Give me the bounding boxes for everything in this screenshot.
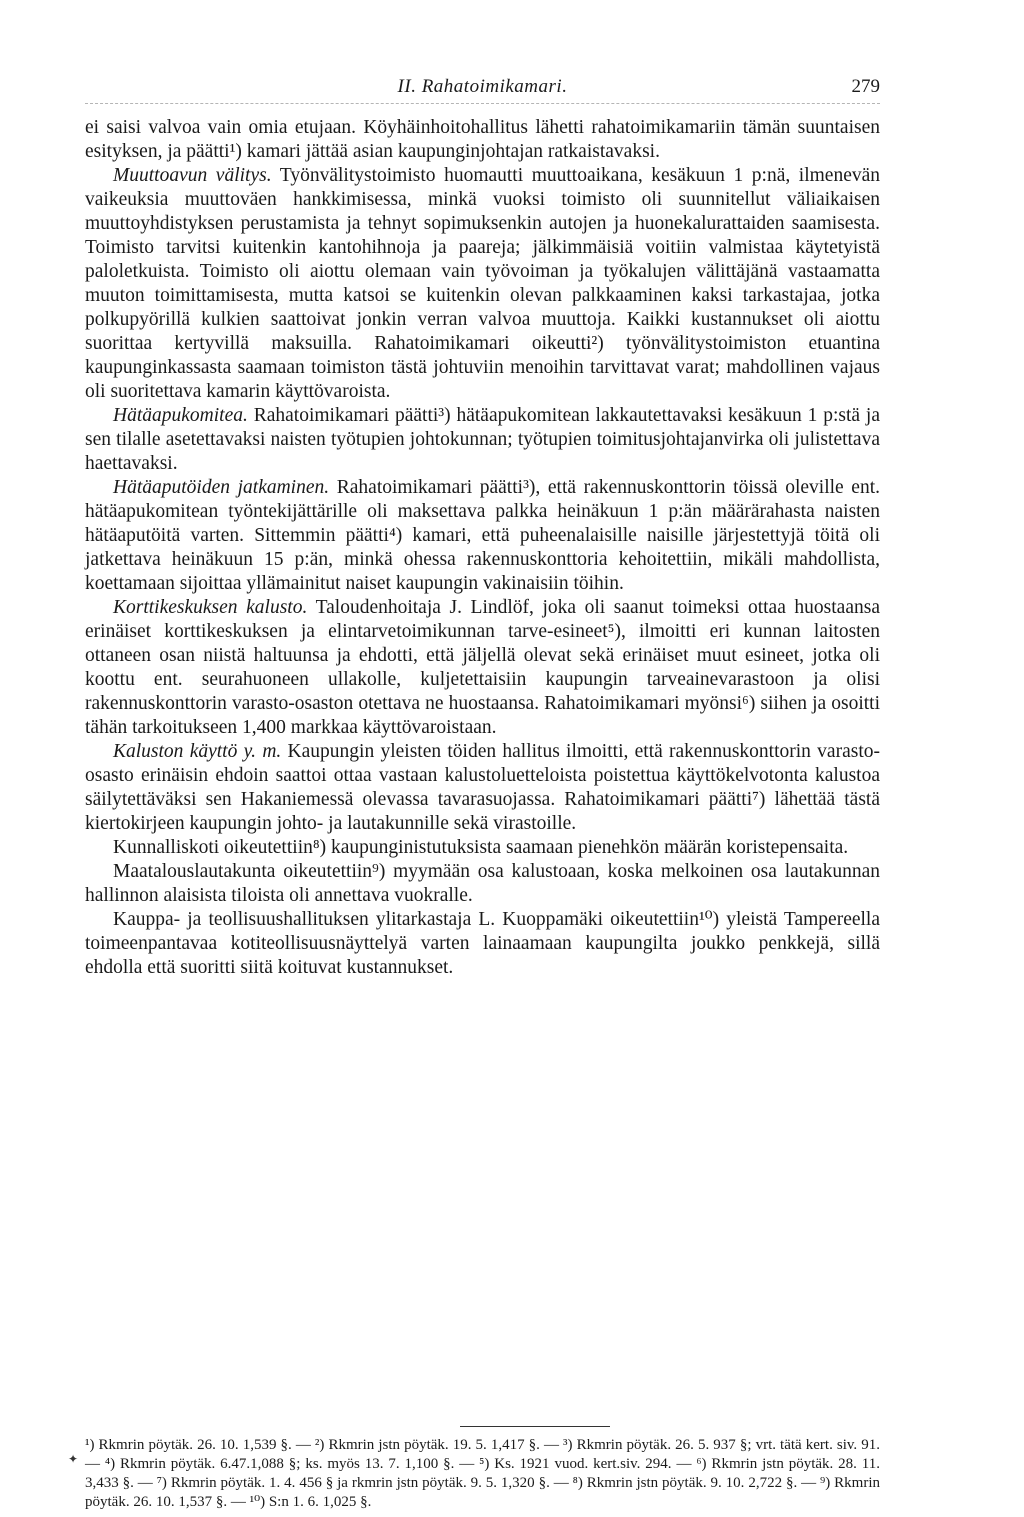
body-text [85,116,880,980]
margin-mark-icon: ✦ [68,1452,79,1466]
header-rule [85,103,880,104]
paragraph: Hätäapukomitea. Rahatoimikamari päätti³) hätäapukomitean lakkautettavaksi kesäkuun 1 p:stä ja sen tilalle asetettavaksi naisten työtupien johtokunnan; työtupien toimitusjohtajanvirka oli julistettava haettavaksi. [85,405,880,474]
paragraph: Muuttoavun välitys. Työnvälitystoimisto huomautti muuttoaikana, kesäkuun 1 p:nä, ilmenevän vaikeuksia muuttoväen hankkimisessa, minkä vuoksi toimisto oli suunnitellut väliaikaisen muuttoyhdistyksen perustamista ja tehnyt sopimuksenkin autojen ja huonekalurattaiden saamisesta. Toimisto tarvitsi kuitenkin kantohihnoja ja paareja; jälkimmäisiä voitiin valmistaa käytetyistä paloletkuista. Toimisto oli aiottu olemaan vain työvoiman ja työkalujen välittäjänä vastaamatta muuton toimittamisesta, mutta katsoi se kuitenkin olevan palkkaaminen kaksi tarkastajaa, jotka polkupyörillä kulkien saattoivat jonkin verran valvoa muuttoja. Kaikki kustannukset oli aiottu suorittaa kertyvillä maksuilla. Rahatoimikamari oikeutti²) työnvälitystoimiston etuantina kaupunginkassasta saamaan toimiston tästä johtuviin menoihin tarvittavat varat; mahdollinen vajaus oli suoritettava kamarin käyttövaroista. [85,165,880,402]
section-heading: Kaluston käyttö y. m. [113,741,282,762]
footnote-text: ¹) Rkmrin pöytäk. 26. 10. 1,539 §. — ²) Rkmrin jstn pöytäk. 19. 5. 1,417 §. — ³) Rkmrin pöytäk. 26. 5. 937 §; vrt. tätä kert. siv. 91. — ⁴) Rkmrin pöytäk. 6.47.1,088 §; ks. myös 13. 7. 1,100 §. — ⁵) Ks. 1921 vuod. kert.siv. 294. — ⁶) Rkmrin jstn pöytäk. 28. 11. 3,433 §. — ⁷) Rkmrin pöytäk. 1. 4. 456 § ja rkmrin jstn pöytäk. 9. 5. 1,320 §. — ⁸) Rkmrin jstn pöytäk. 9. 10. 2,722 §. — ⁹) Rkmrin pöytäk. 26. 10. 1,537 §. — ¹⁰) S:n 1. 6. 1,025 §. [85,1437,880,1510]
paragraph: Korttikeskuksen kalusto. Taloudenhoitaja J. Lindlöf, joka oli saanut toimeksi ottaa huostaansa erinäiset korttikeskuksen ja elintarvetoimikunnan tarve-esineet⁵), ilmoitti eri kunnan laitosten ottaneen osan niistä haltuunsa ja ehdotti, että jäljellä olevat sekä erinäiset muut esineet, jotka oli koottu ent. seurahuoneen ullakolle, kuljetettaisiin kaupungin tarveainevarastoon ja olisi rakennuskonttorin varasto-osaston otettava ne huostaansa. Rahatoimikamari myönsi⁶) siihen ja osoitti tähän tarkoitukseen 1,400 markkaa käyttövaroistaan. [85,597,880,738]
section-heading: Hätäapukomitea. [113,405,248,426]
section-heading: Korttikeskuksen kalusto. [113,597,308,618]
running-header [85,76,880,106]
page-number: 279 [851,76,880,97]
footnotes [85,1436,880,1512]
paragraph: Maatalouslautakunta oikeutettiin⁹) myymään osa kalustoaan, koska melkoinen osa lautakunnan hallinnon alaisista tiloista oli annettava vuokralle. [85,861,880,906]
footnote-rule [460,1426,610,1427]
paragraph: Kunnalliskoti oikeutettiin⁸) kaupunginistutuksista saamaan pienehkön määrän koristepensaita. [113,837,849,858]
paragraph: Hätäaputöiden jatkaminen. Rahatoimikamari päätti³), että rakennuskonttorin töissä oleville ent. hätäapukomitean työntekijättärille oli maksettava palkka heinäkuun 1 p:än määrärahasta naisten hätäaputöitä varten. Sittemmin päätti⁴) kamari, että puheenalaisille naisille järjestettyjä töitä oli jatkettava heinäkuun 15 p:än, minkä ohessa rakennuskonttoria kehoitettiin, mikäli mahdollista, koettamaan sijoittaa yllämainitut naiset kaupungin vakinaisiin töihin. [85,477,880,594]
paragraph: Kauppa- ja teollisuushallituksen ylitarkastaja L. Kuoppamäki oikeutettiin¹⁰) yleistä Tampereella toimeenpantavaa kotiteollisuusnäyttelyä varten lainaamaan kaupungilta joukko penkkejä, sillä ehdolla että suoritti siitä koituvat kustannukset. [85,909,880,978]
section-heading: Hätäaputöiden jatkaminen. [113,477,330,498]
paragraph: ei saisi valvoa vain omia etujaan. Köyhäinhoitohallitus lähetti rahatoimikamariin tämän suuntaisen esityksen, ja päätti¹) kamari jättää asian kaupunginjohtajan ratkaistavaksi. [85,117,880,162]
page-title: II. Rahatoimikamari. [397,76,568,97]
section-heading: Muuttoavun välitys. [113,165,272,186]
paragraph: Kaluston käyttö y. m. Kaupungin yleisten töiden hallitus ilmoitti, että rakennuskonttorin varasto-osasto erinäisin ehdoin saattoi ottaa vastaan kalustoluetteloista poistettua käyttökelvotonta kalustoa säilytettäväksi sen Hakaniemessä olevassa tavarasuojassa. Rahatoimikamari päätti⁷) lähettää tästä kiertokirjeen kaupungin johto- ja lautakunnille sekä virastoille. [85,741,880,834]
